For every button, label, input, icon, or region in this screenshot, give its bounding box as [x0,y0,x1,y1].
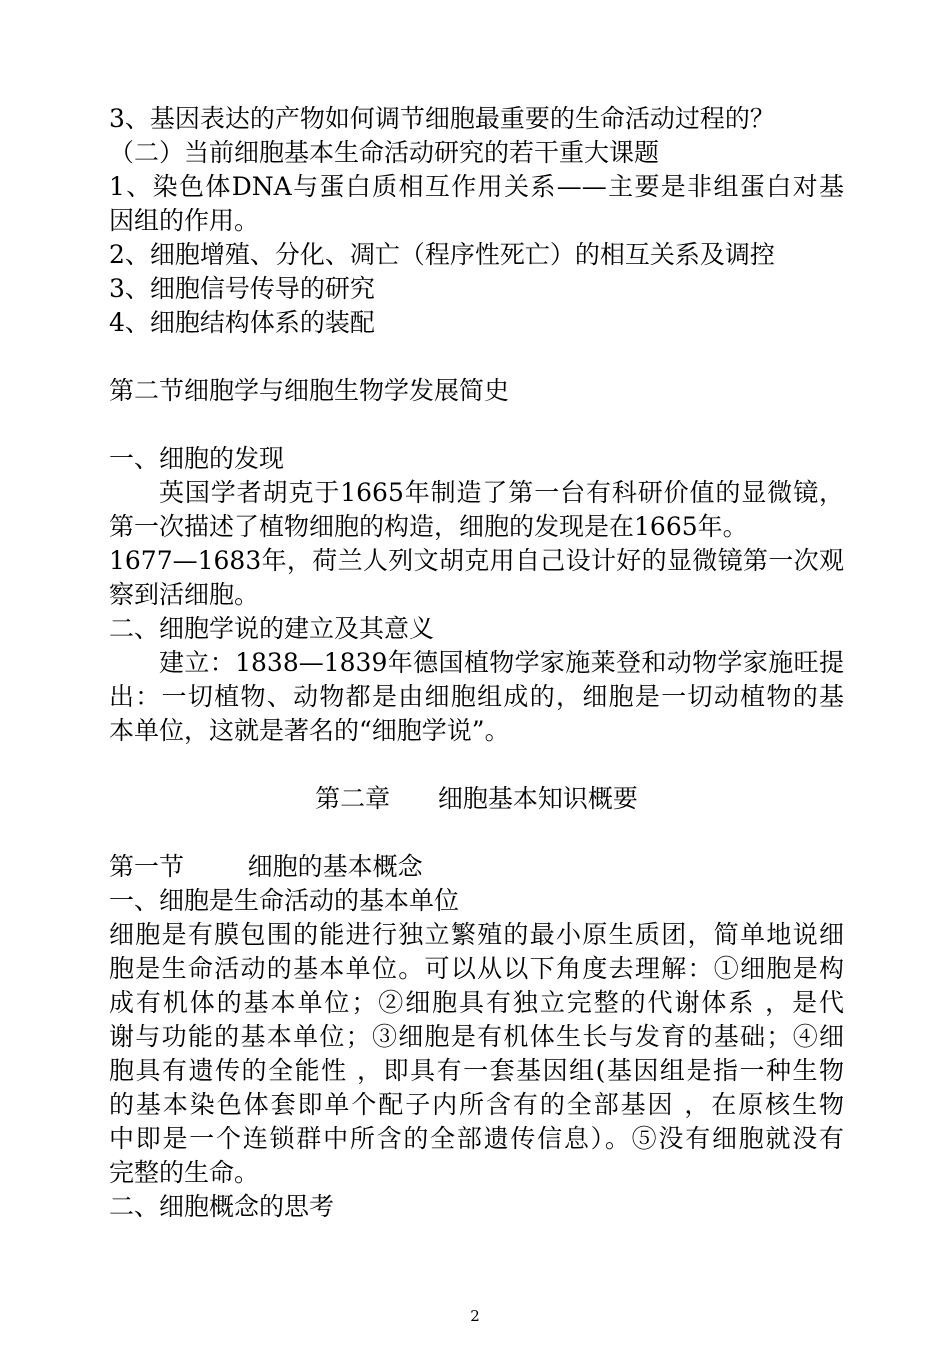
topic-1-line-2: 因组的作用。 [109,206,260,235]
paragraph-concept-line-3: 成有机体的基本单位；②细胞具有独立完整的代谢体系 ，是代 [109,988,844,1017]
topic-4: 4、细胞结构体系的装配 [109,308,375,337]
subheading-concept-reflection: 二、细胞概念的思考 [109,1192,335,1221]
paragraph-concept-line-1: 细胞是有膜包围的能进行独立繁殖的最小原生质团，简单地说细 [109,920,844,949]
subheading-cell-theory: 二、细胞学说的建立及其意义 [109,614,435,643]
paragraph-concept-line-6: 的基本染色体套即单个配子内所含有的全部基因 ，在原核生物 [109,1090,844,1119]
paragraph-concept-line-4: 谢与功能的基本单位；③细胞是有机体生长与发育的基础；④细 [109,1022,844,1051]
paragraph-cell-theory-line-1: 建立：1838—1839年德国植物学家施莱登和动物学家施旺提 [159,648,844,677]
page-number: 2 [470,1307,480,1325]
topic-1-line-1: 1、染色体DNA与蛋白质相互作用关系——主要是非组蛋白对基 [109,172,844,201]
paragraph-hooke-line-1: 英国学者胡克于1665年制造了第一台有科研价值的显微镜， [159,478,844,507]
paragraph-leeuwenhoek-line-2: 察到活细胞。 [109,580,260,609]
section-title-basic-concept: 第一节 细胞的基本概念 [109,852,423,881]
paragraph-cell-theory-line-2: 出：一切植物、动物都是由细胞组成的，细胞是一切动植物的基 [109,682,844,711]
chapter-title: 第二章 细胞基本知识概要 [315,784,638,813]
section-title-history: 第二节细胞学与细胞生物学发展简史 [109,376,510,405]
paragraph-concept-line-5: 胞具有遗传的全能性 ，即具有一套基因组(基因组是指一种生物 [109,1056,844,1085]
subheading-basic-unit: 一、细胞是生命活动的基本单位 [109,886,460,915]
paragraph-hooke-line-2: 第一次描述了植物细胞的构造，细胞的发现是在1665年。 [109,512,748,541]
paragraph-concept-line-7: 中即是一个连锁群中所含的全部遗传信息）。⑤没有细胞就没有 [109,1124,844,1153]
question-3: 3、基因表达的产物如何调节细胞最重要的生命活动过程的？ [109,104,775,133]
paragraph-cell-theory-line-3: 本单位，这就是著名的“细胞学说”。 [109,716,510,745]
subheading-cell-discovery: 一、细胞的发现 [109,444,285,473]
subsection-heading-major-topics: （二）当前细胞基本生命活动研究的若干重大课题 [109,138,660,167]
topic-3: 3、细胞信号传导的研究 [109,274,375,303]
page-body [109,102,844,1224]
paragraph-concept-line-8: 完整的生命。 [109,1158,260,1187]
paragraph-concept-line-2: 胞是生命活动的基本单位。可以从以下角度去理解：①细胞是构 [109,954,844,983]
topic-2: 2、细胞增殖、分化、凋亡（程序性死亡）的相互关系及调控 [109,240,775,269]
paragraph-leeuwenhoek-line-1: 1677—1683年，荷兰人列文胡克用自己设计好的显微镜第一次观 [109,546,844,575]
